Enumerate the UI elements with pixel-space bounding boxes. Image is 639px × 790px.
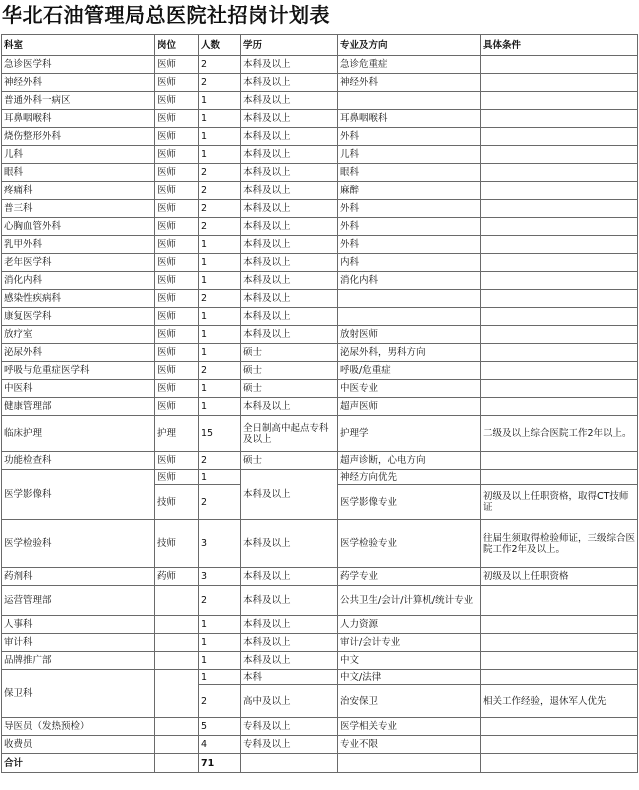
cell-dept: 烧伤整形外科 [2,128,155,146]
cell-count: 3 [199,520,241,568]
cell-conditions [481,326,638,344]
cell-conditions [481,218,638,236]
cell-count: 1 [199,670,241,685]
cell-edu: 本科及以上 [241,254,338,272]
cell-count: 1 [199,272,241,290]
cell-conditions [481,470,638,485]
table-row [2,272,638,290]
cell-major: 人力资源 [338,616,481,634]
cell-edu: 本科及以上 [241,652,338,670]
cell-count: 2 [199,290,241,308]
cell-count: 1 [199,344,241,362]
table-row [2,652,638,670]
cell-dept: 审计科 [2,634,155,652]
cell-edu: 全日制高中起点专科及以上 [241,416,338,452]
cell-major: 护理学 [338,416,481,452]
cell-dept: 临床护理 [2,416,155,452]
cell-count: 2 [199,452,241,470]
cell-major: 公共卫生/会计/计算机/统计专业 [338,586,481,616]
cell-count: 1 [199,128,241,146]
cell-post [155,718,199,736]
cell-major: 外科 [338,236,481,254]
total-label: 合计 [2,754,155,773]
cell-major: 耳鼻咽喉科 [338,110,481,128]
cell-major: 外科 [338,218,481,236]
cell-conditions [481,56,638,74]
cell-conditions [481,110,638,128]
cell-conditions [481,182,638,200]
cell-count: 1 [199,652,241,670]
table-row [2,236,638,254]
cell-conditions [481,652,638,670]
cell-post: 医师 [155,92,199,110]
cell-post [155,616,199,634]
cell-conditions: 初级及以上任职资格，取得CT技师证 [481,485,638,520]
cell-dept: 疼痛科 [2,182,155,200]
cell-dept: 耳鼻咽喉科 [2,110,155,128]
cell-post: 医师 [155,164,199,182]
cell-major: 医学检验专业 [338,520,481,568]
cell-count: 1 [199,308,241,326]
table-row [2,92,638,110]
table-row [2,634,638,652]
cell-major: 治安保卫 [338,685,481,718]
cell-major [338,308,481,326]
table-header-row [2,35,638,56]
cell-post [155,634,199,652]
cell-edu: 硕士 [241,452,338,470]
cell-edu: 本科及以上 [241,520,338,568]
cell-count: 2 [199,74,241,92]
table-row [2,110,638,128]
cell-post [155,754,199,773]
cell-count: 2 [199,362,241,380]
cell-conditions: 二级及以上综合医院工作2年以上。 [481,416,638,452]
cell-edu: 本科及以上 [241,200,338,218]
cell-dept: 急诊医学科 [2,56,155,74]
cell-major: 中文/法律 [338,670,481,685]
cell-edu: 本科及以上 [241,634,338,652]
cell-dept: 药剂科 [2,568,155,586]
cell-dept: 收费员 [2,736,155,754]
header-post: 岗位 [155,35,199,56]
table-row [2,470,638,485]
cell-major: 麻醉 [338,182,481,200]
cell-count: 1 [199,146,241,164]
cell-edu: 硕士 [241,362,338,380]
cell-conditions: 初级及以上任职资格 [481,568,638,586]
cell-edu: 本科及以上 [241,92,338,110]
cell-post: 医师 [155,326,199,344]
table-row [2,452,638,470]
total-count: 71 [199,754,241,773]
cell-conditions [481,308,638,326]
total-row [2,754,638,773]
table-row [2,736,638,754]
cell-post: 医师 [155,380,199,398]
cell-major: 神经外科 [338,74,481,92]
cell-count: 1 [199,254,241,272]
header-edu: 学历 [241,35,338,56]
cell-post: 医师 [155,236,199,254]
table-row [2,718,638,736]
table-row [2,200,638,218]
cell-conditions [481,362,638,380]
cell-conditions [481,74,638,92]
cell-major: 医学相关专业 [338,718,481,736]
cell-dept: 康复医学科 [2,308,155,326]
cell-post [155,736,199,754]
cell-major: 儿科 [338,146,481,164]
cell-post: 医师 [155,308,199,326]
cell-edu: 本科及以上 [241,616,338,634]
cell-major: 消化内科 [338,272,481,290]
cell-post: 药师 [155,568,199,586]
cell-edu: 高中及以上 [241,685,338,718]
table-row [2,362,638,380]
cell-major: 中医专业 [338,380,481,398]
cell-major [338,290,481,308]
cell-conditions [481,272,638,290]
cell-edu: 专科及以上 [241,736,338,754]
cell-major: 泌尿外科，男科方向 [338,344,481,362]
page-title: 华北石油管理局总医院社招岗计划表 [2,3,330,27]
cell-edu: 本科及以上 [241,218,338,236]
cell-dept: 保卫科 [2,670,155,718]
cell-count: 3 [199,568,241,586]
cell-dept: 普通外科一病区 [2,92,155,110]
cell-conditions [481,398,638,416]
cell-count: 1 [199,92,241,110]
cell-conditions [481,670,638,685]
table-row [2,416,638,452]
table-row [2,520,638,568]
cell-conditions [481,290,638,308]
cell-post: 医师 [155,128,199,146]
cell-post: 医师 [155,56,199,74]
cell-conditions [481,452,638,470]
cell-post: 医师 [155,146,199,164]
cell-count: 1 [199,634,241,652]
cell-conditions [481,164,638,182]
cell-edu: 本科及以上 [241,272,338,290]
cell-count: 1 [199,398,241,416]
cell-count: 2 [199,182,241,200]
cell-dept: 老年医学科 [2,254,155,272]
cell-major: 呼吸/危重症 [338,362,481,380]
cell-count: 1 [199,110,241,128]
cell-post: 医师 [155,74,199,92]
cell-dept: 运营管理部 [2,586,155,616]
cell-conditions [481,754,638,773]
cell-count: 15 [199,416,241,452]
cell-edu: 硕士 [241,380,338,398]
cell-post: 医师 [155,290,199,308]
cell-edu: 本科及以上 [241,398,338,416]
table-row [2,670,638,685]
cell-major: 眼科 [338,164,481,182]
cell-count: 2 [199,485,241,520]
table-row [2,254,638,272]
table-row [2,218,638,236]
cell-major: 药学专业 [338,568,481,586]
cell-major: 超声医师 [338,398,481,416]
table-row [2,290,638,308]
table-row [2,398,638,416]
cell-dept: 泌尿外科 [2,344,155,362]
recruitment-table [1,34,638,773]
cell-post: 医师 [155,272,199,290]
cell-post: 医师 [155,470,199,485]
cell-count: 2 [199,164,241,182]
cell-count: 5 [199,718,241,736]
table-row [2,380,638,398]
table-row [2,56,638,74]
cell-major: 急诊危重症 [338,56,481,74]
cell-dept: 导医员（发热预检） [2,718,155,736]
cell-major: 超声诊断，心电方向 [338,452,481,470]
cell-dept: 心胸血管外科 [2,218,155,236]
cell-edu: 本科及以上 [241,236,338,254]
cell-count: 4 [199,736,241,754]
cell-major: 外科 [338,128,481,146]
table-row [2,586,638,616]
cell-post: 医师 [155,452,199,470]
table-row [2,74,638,92]
table-row [2,164,638,182]
cell-post: 技师 [155,485,199,520]
cell-count: 2 [199,586,241,616]
cell-post: 医师 [155,254,199,272]
cell-edu: 本科及以上 [241,290,338,308]
cell-edu: 本科及以上 [241,308,338,326]
cell-post [155,652,199,670]
cell-major: 外科 [338,200,481,218]
table-row [2,616,638,634]
cell-dept: 普三科 [2,200,155,218]
cell-post: 医师 [155,218,199,236]
cell-edu: 本科及以上 [241,586,338,616]
cell-edu [241,754,338,773]
cell-dept: 医学影像科 [2,470,155,520]
cell-conditions [481,616,638,634]
table-row [2,182,638,200]
cell-edu: 本科及以上 [241,110,338,128]
header-major: 专业及方向 [338,35,481,56]
cell-post: 医师 [155,344,199,362]
cell-count: 1 [199,236,241,254]
cell-edu: 本科及以上 [241,74,338,92]
cell-edu: 本科及以上 [241,470,338,520]
cell-post: 医师 [155,398,199,416]
cell-dept: 品牌推广部 [2,652,155,670]
cell-conditions: 相关工作经验，退休军人优先 [481,685,638,718]
cell-conditions [481,586,638,616]
cell-major: 内科 [338,254,481,272]
cell-count: 1 [199,326,241,344]
cell-major: 医学影像专业 [338,485,481,520]
cell-edu: 本科及以上 [241,164,338,182]
cell-major: 中文 [338,652,481,670]
cell-major: 专业不限 [338,736,481,754]
cell-dept: 中医科 [2,380,155,398]
cell-dept: 消化内科 [2,272,155,290]
cell-post: 医师 [155,182,199,200]
table-row [2,344,638,362]
cell-dept: 人事科 [2,616,155,634]
cell-edu: 本科及以上 [241,182,338,200]
table-row [2,128,638,146]
table-row [2,308,638,326]
cell-conditions [481,236,638,254]
cell-edu: 本科及以上 [241,326,338,344]
cell-conditions [481,344,638,362]
header-dept: 科室 [2,35,155,56]
table-row [2,326,638,344]
cell-conditions [481,718,638,736]
cell-edu: 本科及以上 [241,568,338,586]
cell-dept: 神经外科 [2,74,155,92]
cell-post: 医师 [155,110,199,128]
cell-post: 医师 [155,362,199,380]
cell-major: 审计/会计专业 [338,634,481,652]
table-row [2,146,638,164]
cell-major: 神经方向优先 [338,470,481,485]
cell-post: 护理 [155,416,199,452]
cell-dept: 放疗室 [2,326,155,344]
cell-post: 医师 [155,200,199,218]
cell-dept: 健康管理部 [2,398,155,416]
cell-conditions [481,254,638,272]
cell-dept: 呼吸与危重症医学科 [2,362,155,380]
header-count: 人数 [199,35,241,56]
cell-edu: 本科及以上 [241,146,338,164]
cell-count: 2 [199,685,241,718]
cell-major: 放射医师 [338,326,481,344]
table-row [2,568,638,586]
cell-dept: 乳甲外科 [2,236,155,254]
cell-dept: 儿科 [2,146,155,164]
cell-count: 2 [199,218,241,236]
cell-post [155,586,199,616]
cell-edu: 本科 [241,670,338,685]
cell-count: 2 [199,56,241,74]
cell-dept: 眼科 [2,164,155,182]
cell-count: 1 [199,380,241,398]
cell-count: 2 [199,200,241,218]
cell-major [338,754,481,773]
cell-conditions [481,380,638,398]
cell-edu: 本科及以上 [241,56,338,74]
header-conditions: 具体条件 [481,35,638,56]
cell-dept: 医学检验科 [2,520,155,568]
cell-major [338,92,481,110]
cell-dept: 功能检查科 [2,452,155,470]
cell-conditions [481,92,638,110]
cell-conditions [481,146,638,164]
cell-conditions [481,200,638,218]
cell-count: 1 [199,470,241,485]
cell-edu: 本科及以上 [241,128,338,146]
cell-conditions [481,634,638,652]
cell-post: 技师 [155,520,199,568]
cell-conditions: 往届生须取得检验师证，三级综合医院工作2年及以上。 [481,520,638,568]
cell-post [155,670,199,718]
cell-edu: 硕士 [241,344,338,362]
cell-conditions [481,736,638,754]
cell-conditions [481,128,638,146]
cell-edu: 专科及以上 [241,718,338,736]
cell-dept: 感染性疾病科 [2,290,155,308]
cell-count: 1 [199,616,241,634]
